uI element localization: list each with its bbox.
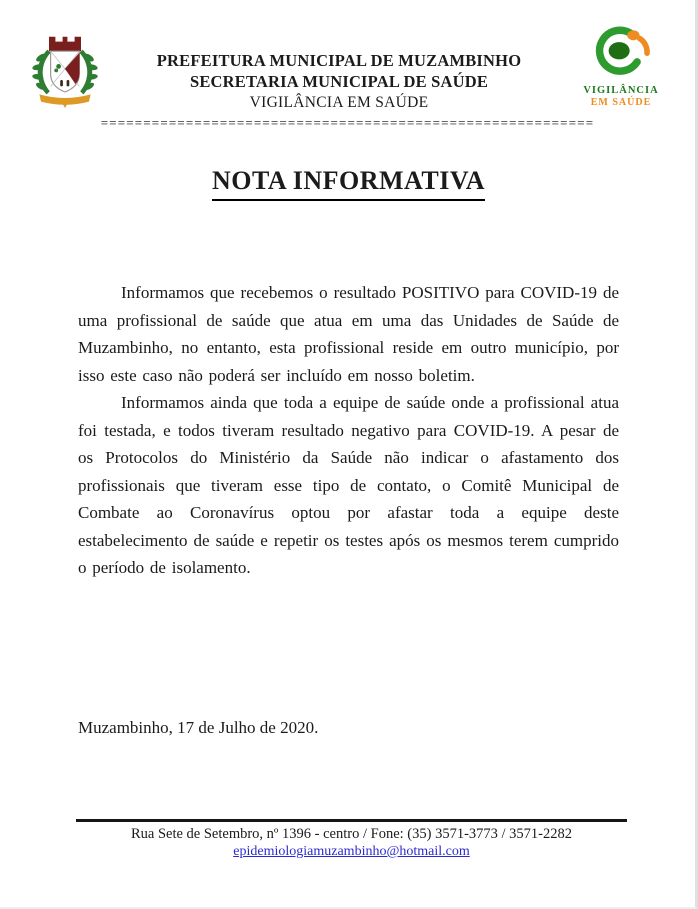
date-line: Muzambinho, 17 de Julho de 2020. <box>78 717 319 737</box>
body-text <box>78 279 619 582</box>
document-footer <box>76 819 627 860</box>
muzambinho-coat-of-arms-logo <box>25 24 107 117</box>
org-name-line3: VIGILÂNCIA EM SAÚDE <box>249 94 429 111</box>
footer-address: Rua Sete de Setembro, nº 1396 - centro / Fone: (35) 3571-3773 / 3571-2282 <box>130 826 573 842</box>
vigilancia-logo-label-line1: VIGILÂNCIA <box>583 85 659 96</box>
header-separator-line: ========================================================== <box>100 117 595 130</box>
body-paragraph-1: Informamos que recebemos o resultado POSITIVO para COVID-19 de uma profissional de saúde que atua em uma das Unidades de Saúde de Muzambinho, no entanto, esta profissional reside em outro município, por isso este caso não poderá ser incluído em nosso boletim. <box>78 283 619 385</box>
coat-of-arms-icon <box>25 24 105 112</box>
vigilancia-swoosh-icon <box>590 26 652 78</box>
header-org-titles <box>107 24 571 113</box>
document-header <box>0 0 695 117</box>
email-link[interactable]: epidemiologiamuzambinho@hotmail.com <box>233 844 470 859</box>
org-name-line2: SECRETARIA MUNICIPAL DE SAÚDE <box>189 72 489 91</box>
vigilancia-em-saude-logo <box>571 24 671 109</box>
body-paragraph-2: Informamos ainda que toda a equipe de saúde onde a profissional atua foi testada, e todos tiveram resultado negativo para COVID-19. A pesar de os Protocolos do Ministério da Saúde não indicar o afastamento dos profissionais que tiveram esse tipo de contato, o Comitê Municipal de Combate ao Coronavírus optou por afastar toda a equipe deste estabelecimento de saúde e repetir os testes após os mesmos terem cumprido o período de isolamento. <box>78 393 619 577</box>
document-content <box>78 166 619 738</box>
page-title: NOTA INFORMATIVA <box>212 166 485 201</box>
vigilancia-logo-label-line2: EM SAÚDE <box>590 97 652 108</box>
footer-divider <box>76 819 627 822</box>
org-name-line1: PREFEITURA MUNICIPAL DE MUZAMBINHO <box>156 51 522 70</box>
